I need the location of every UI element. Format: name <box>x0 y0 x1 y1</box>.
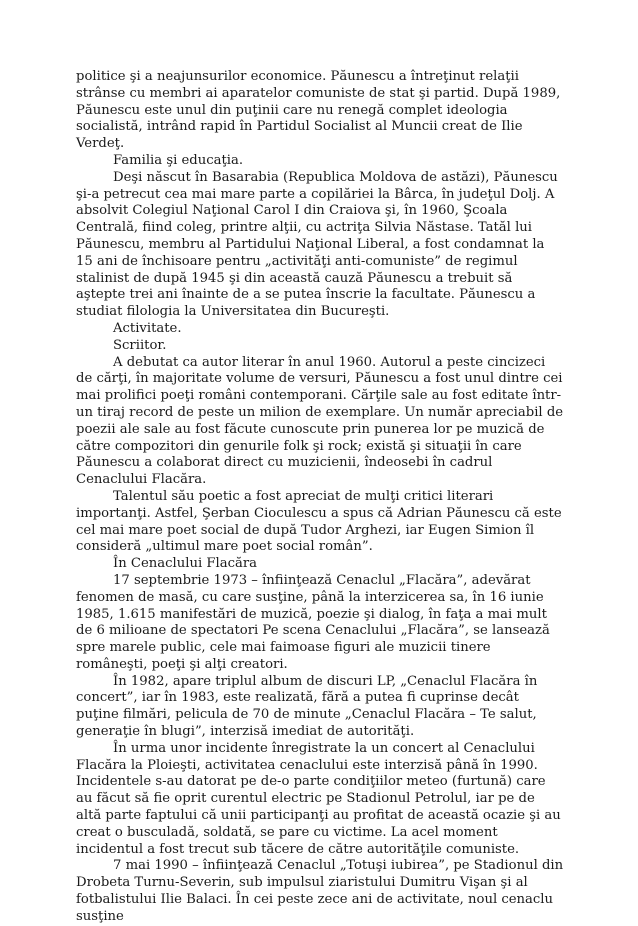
heading-writer: Scriitor. <box>113 337 167 353</box>
paragraph-critical-reception: Talentul său poetic a fost apreciat de mulţi critici literari importanţi. Astfel, Şerban Cioculescu a spus că Adrian Păunescu că este cel mai mare poet social de după Tudor Arghezi, iar Eugen Simion îl consideră „ultimul mare poet social român”. <box>76 488 562 555</box>
paragraph-totusi-iubirea: 7 mai 1990 – înfiinţează Cenaclul „Totuşi iubirea”, pe Stadionul din Drobeta Turnu-Severin, sub impulsul ziaristului Dumitru Vişan şi al fotbalistului Ilie Balaci. În cei peste zece ani de activitate, noul cenaclu susţine <box>76 858 564 924</box>
document-page <box>76 69 564 926</box>
paragraph-family-education: Deşi născut în Basarabia (Republica Moldova de astăzi), Păunescu şi-a petrecut cea mai mare parte a copilăriei la Bârca, în judeţul Dolj. A absolvit Colegiul Naţional Carol I din Craiova şi, în 1960, Şcoala Centrală, fiind coleg, printre alţii, cu actriţa Silvia Năstase. Tatăl lui Păunescu, membru al Partidului Naţional Liberal, a fost condamnat la 15 ani de închisoare pentru „activităţi anti-comuniste” de regimul stalinist de după 1945 şi din această cauză Păunescu a trebuit să aştepte trei ani înainte de a se putea înscrie la facultate. Păunescu a studiat filologia la Universitatea din Bucureşti. <box>76 169 558 320</box>
paragraph-ploiesti-incident: În urma unor incidente înregistrate la un concert al Cenaclului Flacăra la Ploieşti, activitatea cenaclului este interzisă până în 1990. Incidentele s-au datorat pe de-o parte condiţiilor meteo (furtună) care au făcut să fie oprit curentul electric pe Stadionul Petrolul, iar pe de altă parte faptului că unii participanţi au profitat de această ocazie şi au creat o busculadă, soldată, se pare cu victime. La acel moment incidentul a fost trecut sub tăcere de către autorităţile comuniste. <box>76 740 561 857</box>
paragraph-cenaclul-founding: 17 septembrie 1973 – înfiinţează Cenaclul „Flacăra”, adevărat fenomen de masă, cu care susţine, până la interzicerea sa, în 16 iunie 1985, 1.615 manifestări de muzică, poezie şi dialog, în faţa a mai mult de 6 milioane de spectatori Pe scena Cenaclului „Flacăra”, se lansează spre marele public, cele mai faimoase figuri ale muzicii tinere româneşti, poeţi şi alţi creatori. <box>76 572 550 672</box>
heading-activity: Activitate. <box>113 320 182 336</box>
heading-cenaclul-flacara: În Cenaclului Flacăra <box>113 556 258 572</box>
paragraph-literary-debut: A debutat ca autor literar în anul 1960. Autorul a peste cincizeci de cărţi, în majoritate volume de versuri, Păunescu a fost unul dintre cei mai prolifici poeţi români contemporani. Cărţile sale au fost editate într-un tiraj record de peste un milion de exemplare. Un număr apreciabil de poezii ale sale au fost făcute cunoscute prin punerea lor pe muzică de către compozitori din genurile folk şi rock; există şi situaţii în care Păunescu a colaborat direct cu muzicienii, îndeosebi în cadrul Cenaclului Flacăra. <box>76 354 564 488</box>
paragraph-album-1982: În 1982, apare triplul album de discuri LP, „Cenaclul Flacăra în concert”, iar în 1983, este realizată, fără a putea fi cuprinse decât puţine filmări, pelicula de 70 de minute „Cenaclul Flacăra – Te salut, generaţie în blugi”, interzisă imediat de autorităţi. <box>76 673 538 740</box>
heading-family-education: Familia şi educaţia. <box>113 152 244 168</box>
paragraph-politics-intro: politice şi a neajunsurilor economice. Păunescu a întreţinut relaţii strânse cu membri ai aparatelor comuniste de stat şi partid. După 1989, Păunescu este unul din puţinii care nu renegă complet ideologia socialistă, intrând rapid în Partidul Socialist al Muncii creat de Ilie Verdeţ. <box>76 69 561 152</box>
